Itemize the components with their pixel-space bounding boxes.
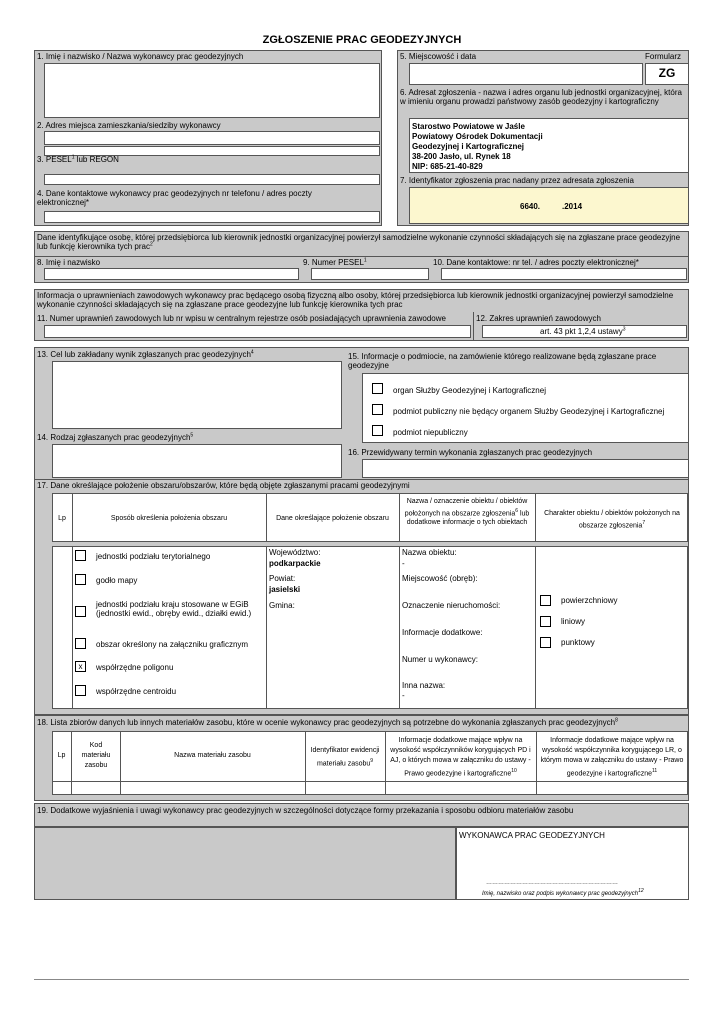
field-7-label: 7. Identyfikator zgłoszenia prac nadany przez adresata zgłoszenia (400, 176, 634, 185)
client-option-2-checkbox[interactable] (372, 404, 383, 415)
form-code: ZG (658, 66, 676, 80)
footer-line (34, 979, 689, 980)
field-18-label: 18. Lista zbiorów danych lub innych materiałów zasobu, które w ocenie wykonawcy prac geodezyjnych są potrzebne do wykonania zgłaszanych prac geodezyjnych$^8$ (37, 717, 618, 727)
divider (473, 312, 474, 341)
materials-header-info-lr: Informacje dodatkowe mające wpływ na wysokość współczynnika korygującego LR, o którym mowa w załączniku do ustawy - Prawo geodezyjne i kartograficzne$^{11}$ (540, 737, 684, 778)
other-name-value: - (402, 691, 405, 700)
rights-intro: Informacja o uprawnieniach zawodowych wykonawcy prac będącego osobą fizyczną albo osoby, której przedsiębiorca lub kierownik jednostki organizacyjnej powierzył samodzielne wykonanie czynności składających się na zgłaszane prace geodezyjne lub funkcję kierownika tych prac (37, 291, 674, 310)
voivodeship-value: podkarpackie (269, 559, 321, 568)
identifier-box[interactable] (409, 187, 689, 224)
contractor-name-input[interactable] (44, 63, 380, 118)
contractor-signature-label: WYKONAWCA PRAC GEODEZYJNYCH (459, 831, 605, 840)
extra-info-label: Informacje dodatkowe: (402, 628, 483, 637)
field-4-label: 4. Dane kontaktowe wykonawcy prac geodezyjnych nr telefonu / adres poczty elektronicznej* (37, 189, 312, 208)
field-19-label: 19. Dodatkowe wyjaśnienia i uwagi wykonawcy prac geodezyjnych w szczególności dotyczące formy przekazania i sposobu odbioru materiałów zasobu (37, 806, 574, 815)
client-option-3-label: podmiot niepubliczny (393, 428, 468, 437)
contractor-number-label: Numer u wykonawcy: (402, 655, 479, 664)
divider (266, 546, 267, 709)
method-1-checkbox[interactable] (75, 550, 86, 561)
client-option-1-checkbox[interactable] (372, 383, 383, 394)
field-8-label: 8. Imię i nazwisko (37, 258, 101, 267)
divider (535, 546, 536, 709)
divider (305, 731, 306, 795)
field-2-label: 2. Adres miejsca zamieszkania/siedziby wykonawcy (37, 121, 221, 130)
method-2-label: godło mapy (96, 576, 138, 585)
county-value: jasielski (269, 585, 301, 594)
license-number-input[interactable] (44, 325, 471, 338)
field-9-label: 9. Numer PESEL$^1$ (303, 257, 367, 267)
header-objects: Nazwa / oznaczenie obiektu / obiektów położonych na obszarze zgłoszenia$^6$ lub dodatkowe informacje o tych obiektach (404, 498, 530, 527)
pesel-input[interactable] (44, 174, 380, 185)
method-2-checkbox[interactable] (75, 574, 86, 585)
divider (72, 546, 73, 709)
character-1-label: powierzchniowy (561, 596, 618, 605)
place-label: Miejscowość (obręb): (402, 574, 478, 583)
field-16-label: 16. Przewidywany termin wykonania zgłaszanych prac geodezyjnych (348, 448, 593, 457)
voivodeship-label: Województwo: (269, 548, 321, 557)
client-option-3-checkbox[interactable] (372, 425, 383, 436)
materials-header-info-pd: Informacje dodatkowe mające wpływ na wysokość współczynników korygujących PD i AJ, o których mowa w załączniku do ustawy - Prawo geodezyjne i kartograficzne$^{10}$ (390, 737, 531, 778)
manager-name-input[interactable] (44, 268, 299, 280)
method-5-checkbox[interactable]: x (75, 661, 86, 672)
deadline-input[interactable] (362, 459, 689, 478)
character-2-label: liniowy (561, 617, 586, 626)
header-location: Dane określające położenie obszaru (276, 515, 389, 522)
field-10-label: 10. Dane kontaktowe: nr tel. / adres poczty elektronicznej* (433, 258, 639, 267)
place-date-input[interactable] (409, 63, 643, 85)
header-lp: Lp (58, 515, 66, 522)
divider (385, 731, 386, 795)
remarks-input[interactable] (34, 827, 456, 900)
character-2-checkbox[interactable] (540, 616, 551, 627)
field-3-label: 3. PESEL$^1$ lub REGON (37, 154, 119, 164)
character-1-checkbox[interactable] (540, 595, 551, 606)
method-6-checkbox[interactable] (75, 685, 86, 696)
area-table-body (52, 546, 688, 709)
method-4-label: obszar określony na załączniku graficznym (96, 640, 249, 649)
materials-header-identifier: Identyfikator ewidencji materiału zasobu$^9$ (310, 747, 380, 768)
work-type-input[interactable] (52, 444, 342, 478)
character-3-label: punktowy (561, 638, 595, 647)
client-option-1-label: organ Służby Geodezyjnej i Kartograficznej (393, 386, 546, 395)
divider (52, 781, 688, 782)
property-label: Oznaczenie nieruchomości: (402, 601, 501, 610)
divider (535, 493, 536, 542)
field-15-label: 15. Informacje o podmiocie, na zamówienie którego realizowane będą zgłaszane prace geodezyjne (348, 352, 657, 371)
identifier-prefix: 6640. (520, 202, 541, 211)
method-6-label: współrzędne centroidu (96, 687, 177, 696)
divider (536, 731, 537, 795)
method-1-label: jednostki podziału terytorialnego (96, 552, 211, 561)
identifier-suffix: .2014 (562, 202, 583, 211)
method-3-checkbox[interactable] (75, 606, 86, 617)
materials-header-lp: Lp (57, 752, 66, 759)
commune-label: Gmina: (269, 601, 295, 610)
manager-pesel-input[interactable] (311, 268, 429, 280)
materials-header-code: Kod materiału zasobu (81, 742, 111, 769)
form-label: Formularz (645, 52, 682, 61)
purpose-input[interactable] (52, 361, 342, 429)
divider (120, 731, 121, 795)
divider (399, 493, 400, 542)
field-1-label: 1. Imię i nazwisko / Nazwa wykonawcy prac geodezyjnych (37, 52, 244, 61)
addressee-text: Starostwo Powiatowe w Jaśle Powiatowy Ośrodek Dokumentacji Geodezyjnej i Kartograficznej 38-200 Jasło, ul. Rynek 18 NIP: 685-21-40-829 (412, 122, 543, 171)
address-input-1[interactable] (44, 131, 380, 145)
field-11-label: 11. Numer uprawnień zawodowych lub nr wpisu w centralnym rejestrze osób posiadających uprawnienia zawodowe (37, 314, 446, 323)
signature-line: ………………………………………………………… (486, 880, 618, 886)
field-6-label: 6. Adresat zgłoszenia - nazwa i adres organu lub jednostki organizacyjnej, która w imieniu organu prowadzi państwowy zasób geodezyjny i kartograficzny (400, 88, 682, 107)
divider (399, 546, 400, 709)
field-14-label: 14. Rodzaj zgłaszanych prac geodezyjnych$^5$ (37, 432, 194, 442)
header-character: Charakter obiektu / obiektów położonych na obszarze zgłoszenia$^7$ (544, 510, 680, 529)
other-name-label: Inna nazwa: (402, 681, 446, 690)
manager-contact-input[interactable] (441, 268, 687, 280)
character-3-checkbox[interactable] (540, 637, 551, 648)
county-label: Powiat: (269, 574, 296, 583)
object-name-value: - (402, 559, 405, 568)
license-scope-value: art. 43 pkt 1,2,4 ustawy$^3$ (540, 326, 626, 336)
field-17-label: 17. Dane określające położenie obszaru/obszarów, które będą objęte zgłaszanymi pracami geodezyjnymi (37, 481, 410, 490)
divider (71, 731, 72, 795)
contact-input[interactable] (44, 211, 380, 223)
divider (34, 256, 689, 257)
field-13-label: 13. Cel lub zakładany wynik zgłaszanych prac geodezyjnych$^4$ (37, 349, 254, 359)
method-3-label: jednostki podziału kraju stosowane w EGiB (jednostki ewid., obręby ewid., działki ewid.) (96, 600, 252, 619)
manager-intro: Dane identyfikujące osobę, której przedsiębiorca lub kierownik jednostki organizacyjnej powierzył samodzielne wykonanie czynności składających się na zgłaszane prace geodezyjne lub funkcję kierownika tych prac$^2$ (37, 233, 681, 252)
page-title: ZGŁOSZENIE PRAC GEODEZYJNYCH (262, 34, 462, 46)
field-5-label: 5. Miejscowość i data (400, 52, 477, 61)
header-method: Sposób określenia położenia obszaru (110, 515, 228, 522)
client-option-2-label: podmiot publiczny nie będący organem Służby Geodezyjnej i Kartograficznej (393, 407, 665, 416)
object-name-label: Nazwa obiektu: (402, 548, 457, 557)
signature-caption: Imię, nazwisko oraz podpis wykonawcy prac geodezyjnych$^{12}$ (482, 888, 644, 897)
field-12-label: 12. Zakres uprawnień zawodowych (476, 314, 601, 323)
materials-header-name: Nazwa materiału zasobu (174, 752, 251, 759)
method-5-label: współrzędne poligonu (96, 663, 174, 672)
method-4-checkbox[interactable] (75, 638, 86, 649)
